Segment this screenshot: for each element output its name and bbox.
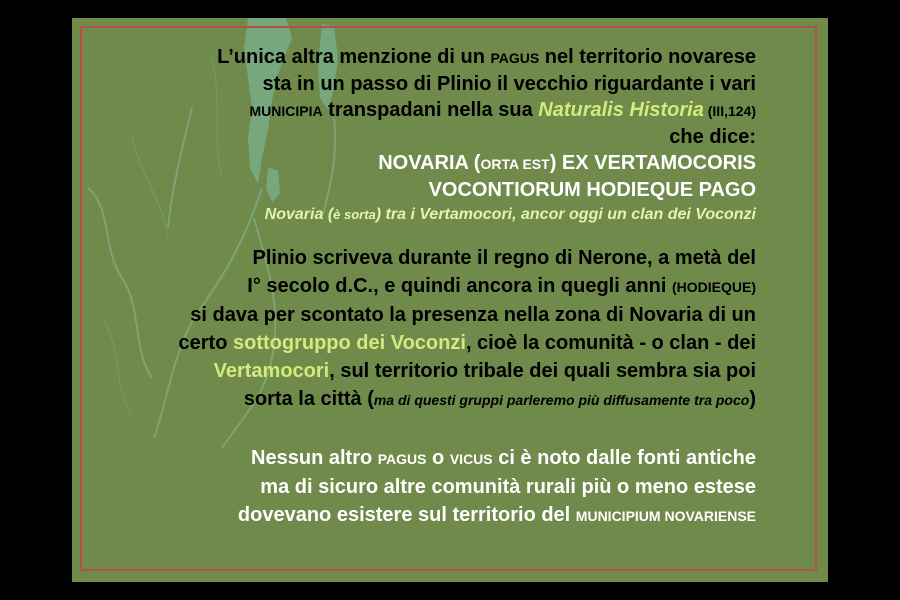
body-line: Vertamocori, sul territorio tribale dei quali sembra sia poi — [213, 360, 756, 382]
term-vicus: VICUS — [449, 451, 493, 467]
work-title: Naturalis Historia — [538, 99, 704, 121]
body-line: I° secolo d.C., e quindi ancora in quegli anni (HODIEQUE) — [247, 275, 756, 297]
term-pagus: PAGUS — [377, 451, 427, 467]
quote-line: VOCONTIORUM HODIEQUE PAGO — [428, 179, 756, 201]
slide — [72, 18, 828, 582]
body-line: certo sottogruppo dei Voconzi, cioè la comunità - o clan - dei — [178, 332, 756, 354]
body-line: sorta la città (ma di questi gruppi parleremo più diffusamente tra poco) — [243, 388, 756, 410]
intro-line: MUNICIPIA transpadani nella sua Naturalis Historia (III,124) — [249, 99, 756, 121]
closing-paragraph — [90, 444, 756, 530]
intro-paragraph — [90, 44, 756, 150]
aside-note: ma di questi gruppi parleremo più diffusamente tra poco — [373, 392, 750, 408]
body-line: si dava per scontato la presenza nella zona di Novaria di un — [190, 304, 756, 326]
term-hodieque: (HODIEQUE) — [672, 279, 756, 295]
term-municipia: MUNICIPIA — [249, 103, 323, 119]
intro-line: sta in un passo di Plinio il vecchio riguardante i vari — [262, 73, 756, 95]
intro-line: L’unica altra menzione di un PAGUS nel territorio novarese — [217, 46, 756, 68]
highlight-voconzi: sottogruppo dei Voconzi — [232, 332, 466, 354]
slide-text — [90, 44, 756, 530]
intro-line: che dice: — [669, 126, 756, 148]
quote-translation: Novaria (è sorta) tra i Vertamocori, ancor oggi un clan dei Voconzi — [264, 206, 756, 223]
citation: (III,124) — [703, 103, 756, 119]
closing-line: ma di sicuro altre comunità rurali più o meno estese — [260, 476, 756, 498]
body-paragraph — [90, 244, 756, 414]
closing-line: Nessun altro PAGUS o VICUS ci è noto dalle fonti antiche — [251, 447, 756, 469]
latin-quote — [90, 150, 756, 203]
body-line: Plinio scriveva durante il regno di Nerone, a metà del — [252, 247, 756, 269]
term-pagus: PAGUS — [490, 50, 540, 66]
closing-line: dovevano esistere sul territorio del MUNICIPIUM NOVARIENSE — [237, 504, 756, 526]
highlight-vertamocori: Vertamocori — [213, 360, 330, 382]
term-municipium: MUNICIPIUM NOVARIENSE — [575, 508, 756, 524]
quote-line: NOVARIA (ORTA EST) EX VERTAMOCORIS — [378, 152, 756, 174]
